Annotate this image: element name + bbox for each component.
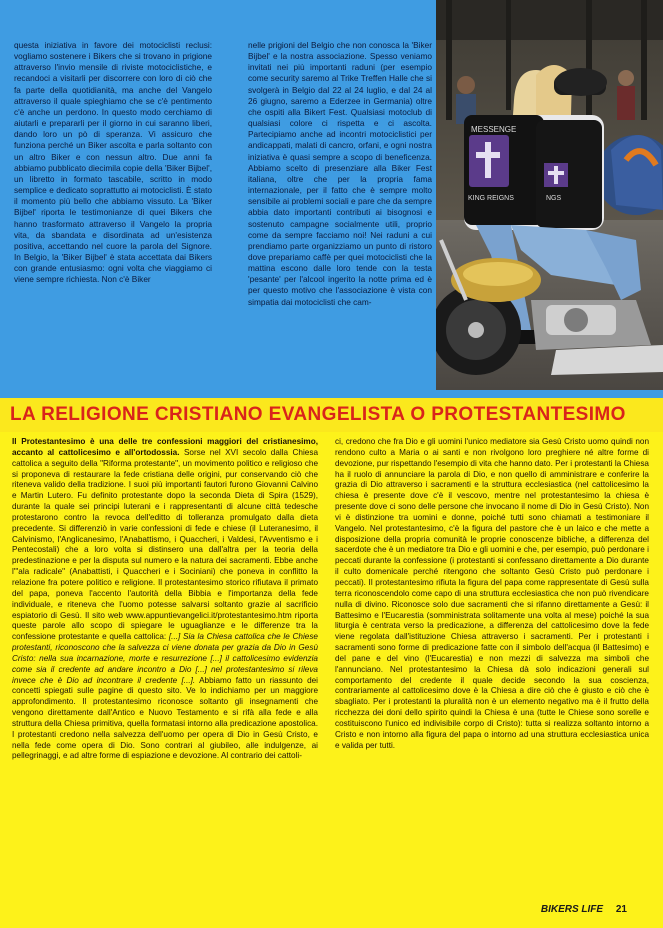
- top-column-2: nelle prigioni del Belgio che non conosca la 'Biker Bijbel' e la nostra associazione. Spesso veniamo invitati nei più importanti raduni (per esempio come security saremo al Trike Treffen Halle che si svolgerà in Belgio dal 22 al 24 luglio, e dal 24 al 26 giugno, saremo a Ederzee in Germania) oltre che ospiti alla Bikert Fest. Qualsiasi motoclub di qualsiasi colore ci rispetta e ci ascolta. Partecipiamo anche ad incontri motociclistici per andicappati, malati di cancro, orfani, e ogni nostra iniziativa è quasi sempre a scopo di beneficenza. Abbiamo scelto di presenziare alla Biker Fest italiana, oltre che per la propria fama internazionale, per il fatto che è sempre molto sensibile ai problemi sociali e pare che da sempre abbia dato importanti contributi ai bisognosi e sostenuto campagne socialmente utili, proprio come da sempre facciamo noi! Nei raduni a cui prendiamo parte organizziamo un punto di ristoro dove prepariamo caffè per quei motociclisti che la mattina escono dalle loro tende con la testa 'pesante' per l'alcool ingerito la notte prima ed è per questo motivo che l'associazione è vista con simpatia dai motociclisti che cam-: [248, 40, 432, 307]
- patch-text-bottom: KING REIGNS: [468, 195, 514, 202]
- article-quote: [...] Sia la Chiesa cattolica che le Chiese protestanti, riconoscono che la salvezza ci viene donata per grazia da Dio in Gesù Cristo: nella sua incarnazione, morte e resurrezione [...] il cattolicesimo evidenzia come sia il credente ad andare incontro a Dio [...] nel protestantesimo si rileva invece che è Dio ad incontrare il credente [...].: [12, 632, 318, 685]
- patch-text-right: NGS: [546, 195, 562, 202]
- page-footer: [541, 904, 627, 915]
- patch-text-top: MESSENGE: [471, 125, 517, 134]
- article-column-1: [12, 437, 318, 899]
- biker-photo: [436, 0, 663, 390]
- article-column-2: ci, credono che fra Dio e gli uomini l'unico mediatore sia Gesù Cristo uomo quindi non rendono culto a Maria o ai santi e non rivolgono loro preghiere né altre forme di devozione, pur rispettando l'esempio di vita che hanno dato. Per i protestanti la Chiesa ha il ruolo di annunciare la parola di Dio, e non quello di amministrare e conferire la grazia di Dio attraverso i sacramenti e la struttura ecclesiastica (nel cattolicesimo la chiesa è presente dove c'è il vescovo, mentre nel protestantesimo la chiesa è presente dove ci sono delle persone che invocano il nome di Dio in Gesù Cristo). Non vi è distinzione tra uomini e donne, poiché tutti sono chiamati a testimoniare il Vangelo. Nel protestantesimo, c'è la figura del pastore che è un laico e che mette a disposizione della propria comunità le proprie conoscenze bibliche, a differenza del sacerdote che è un mediatore tra Dio e gli uomini e che, per esempio, può perdonare i peccati durante la confessione (i protestanti si confessano direttamente a Dio durante il culto domenicale perché ritengono che soltanto Gesù Cristo può perdonare i peccati). Il protestantesimo rifiuta la figura del papa come rappresentate di Gesù sulla terra riconoscendolo come capo di una struttura ecclesiastica che non può rivendicare nulla di divino. Riconosce solo due sacramenti che si rifanno direttamente a Gesù: il Battesimo e l'Eucarestia (somministrata solitamente una volta al mese) poiché la sua liturgia è centrata verso la predicazione, a differenza del cattolicesimo dove la fede viene regolata dall'istituzione Chiesa attraverso i sacramenti. Per i protestanti i sacramenti sono forme di predicazione fatte con il simbolo dell'acqua (il Battesimo) e del pane e del vino (l'Eucarestia) e non mezzi di salvezza ma simboli che l'annunciano. Nel protestantesimo la Chiesa dà solo indicazioni generali sul comportamento del credente il quale decide secondo la sua coscienza, contrariamente al cattolicesimo dove è la Chiesa a dire ciò che è giusto e ciò che è sbagliato. Per i protestanti la pluralità non è un elemento negativo ma è il frutto della ricchezza dei doni dello spirito quindi la Chiesa è una (tutte le Chiese sono sorelle e costituiscono l'unico ed indivisibile corpo di Cristo): tutta si realizza soltanto intorno a Cristo e non intorno alla figura del papa o intorno ad una struttura ecclesiastica unica e valida per tutti.: [335, 437, 649, 750]
- page-number: 21: [615, 904, 627, 915]
- article-title: LA RELIGIONE CRISTIANO EVANGELISTA O PROTESTANTESIMO: [10, 404, 626, 425]
- article-lead: Il Protestantesimo è una delle tre confessioni maggiori del cristianesimo, accanto al cattolicesimo e all'ortodossia.: [12, 437, 318, 457]
- article-paragraph-1: Sorse nel XVI secolo dalla Chiesa cattolica a seguito della "Riforma protestante", un movimento politico e religioso che si proponeva di restaurare la fede cristiana delle origini, pur conservando ciò che riteneva valido della tradizione. I suoi più importanti fautori furono Giovanni Calvino e Martin Lutero. Fu definito protestante dopo la seconda Dieta di Spira (1529), durante la quale sei principi luterani e i rappresentanti di alcune città tedesche protestarono contro la revoca dell'editto di tolleranza promulgato dalla dieta precedente. Si differenziò in varie confessioni di fede e chiese (il Luteranesimo, il Calvinismo, l'Anglicanesimo, l'Anabattismo, i Quaccheri, i Valdesi, l'Avventismo e i Pentecostali) che a loro volta si distinsero una dall'altra per la teoria della predestinazione e per la disputa sul numero e la natura dei sacramenti. Ebbe anche l'"ala radicale" (Anabattisti, i Quaccheri e i Sociniani) che poneva in conflitto la relazione fra potere politico e religione. Il protestantesimo storico rifiutava il primato del papa, poneva l'accento l'autorità della Bibbia e l'importanza della fede individuale, e riteneva che l'uomo potesse salvarsi soltanto grazie al sacrificio espiatorio di Gesù. Il sito web www.appuntievangelici.it/protestantesimo.htm riporta queste parole allo scopo di spiegare le uguaglianze e le differenze tra la confessione protestante e quella cattolica:: [12, 447, 318, 642]
- top-column-1: questa iniziativa in favore dei motociclisti reclusi: vogliamo sostenere i Bikers che si trovano in prigione attraverso l'invio mensile di riviste motociclistiche, e recandoci a visitarli per discorrere con loro di ciò che fa parte della quotidianità, ma anche del Vangelo attraverso il quale spieghiamo che se c'è pentimento c'è anche un perdono. In questo modo cerchiamo di aiutarli e prepararli per il giorno in cui saranno liberi, dando loro un pò di speranza. Vi assicuro che funziona perché un Biker ascolta e parla soltanto con un altro Biker e con nessun altro. Due anni fa abbiamo pubblicato diecimila copie della 'Biker Bijbel', un libretto in formato tascabile, scritto in modo semplice e dedicato soprattutto ai motociclisti. È stato il momento più bello che abbiamo vissuto. La 'Biker Bijbel' riporta le testimonianze di quei Bikers che hanno trasformato attraverso il Vangelo la propria vita, da sbandata e disordinata ad un'esistenza positiva, accettando nel cuore la parola del Signore. In Belgio, la 'Biker Bijbel' è stata accettata dai Bikers con grande entusiasmo: ogni volta che viaggiamo ci viene sempre richiesta. Non c'è Biker: [14, 40, 212, 285]
- article-paragraph-2: Abbiamo fatto un riassunto dei concetti spiegati sulle pagine di questo sito. Ve lo indichiamo per un maggiore approfondimento. Il protestantesimo riconosce soltanto gli insegnamenti che vengono direttamente dall'Antico e Nuovo Testamento e si rifà alla fede e alla struttura della Chiesa primitiva, quella formatasi intorno alla predicazione apostolica. I protestanti credono nella salvezza dell'uomo per opera di Dio in Gesù Cristo, e nella fede come opera di Dio. Sono contrari al giubileo, alle indulgenze, ai pellegrinaggi, e ad altre forme di espiazione e devozione. Al contrario dei cattoli-: [12, 675, 318, 761]
- motorcycle-riders-illustration: [436, 0, 663, 390]
- magazine-name: BIKERS LIFE: [540, 904, 604, 915]
